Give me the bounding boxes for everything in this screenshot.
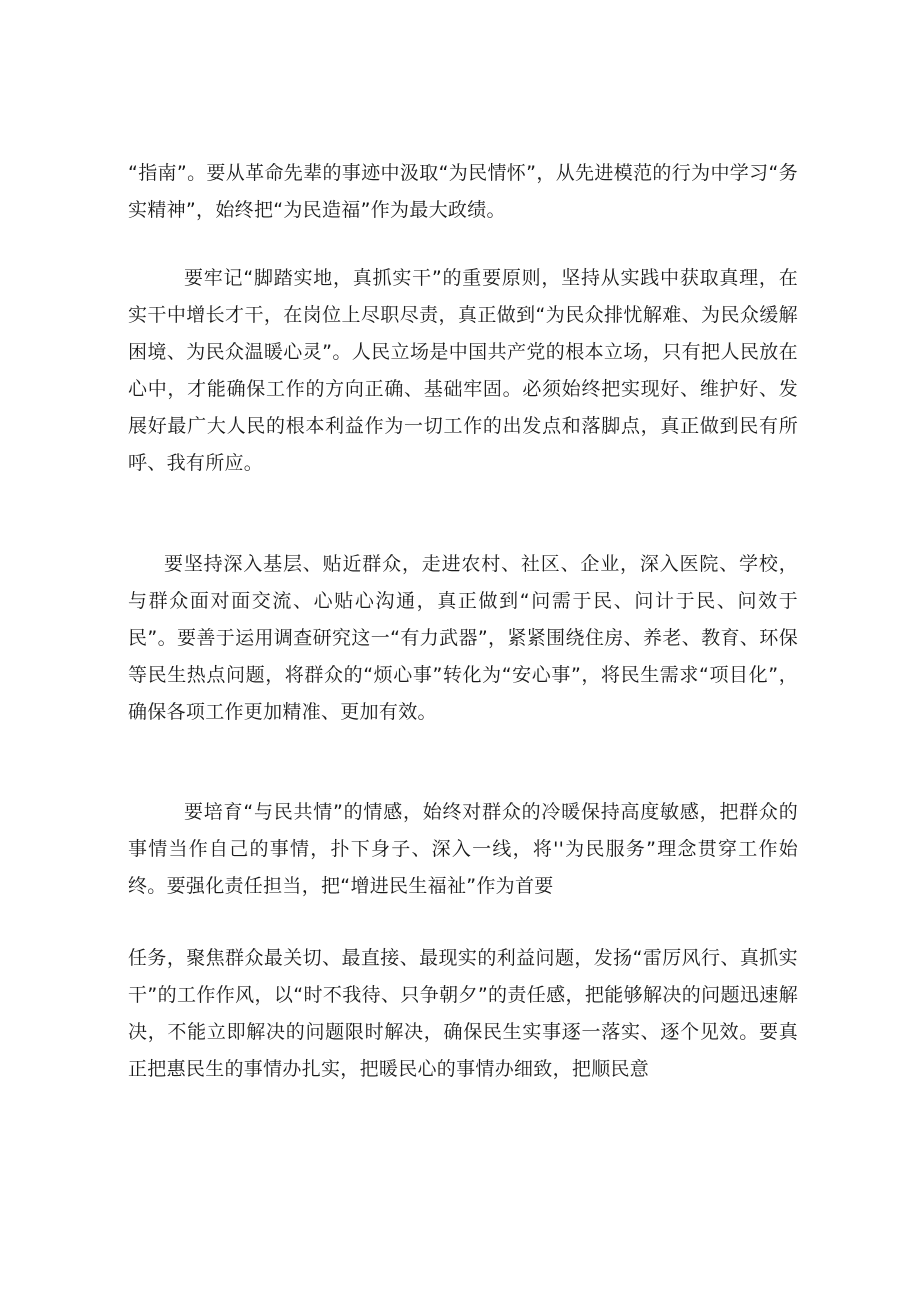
paragraph-4: 要培育“与民共情”的情感，始终对群众的冷暖保持高度敏感，把群众的事情当作自己的事情，扑下身子、深入一线，将''为民服务”理念贯穿工作始终。要强化责任担当，把“增进民生福祉”作为首要 [128,801,798,897]
paragraph-2: 要牢记“脚踏实地，真抓实干”的重要原则，坚持从实践中获取真理，在实干中增长才干，在岗位上尽职尽责，真正做到“为民众排忧解难、为民众缓解困境、为民众温暖心灵”。人民立场是中国共产党的根本立场，只有把人民放在心中，才能确保工作的方向正确、基础牢固。必须始终把实现好、维护好、发展好最广大人民的根本利益作为一切工作的出发点和落脚点，真正做到民有所呼、我有所应。 [128,267,798,474]
paragraph-1: “指南”。要从革命先辈的事迹中汲取“为民情怀”，从先进模范的行为中学习“务实精神”，始终把“为民造福”作为最大政绩。 [128,162,798,221]
paragraph-3: 要坚持深入基层、贴近群众，走进农村、社区、企业，深入医院、学校，与群众面对面交流、心贴心沟通，真正做到“问需于民、问计于民、问效于民”。要善于运用调查研究这一“有力武器”，紧紧围绕住房、养老、教育、环保等民生热点问题，将群众的“烦心事”转化为“安心事”，将民生需求“项目化”，确保各项工作更加精准、更加有效。 [128,553,798,723]
paragraph-5: 任务，聚焦群众最关切、最直接、最现实的利益问题，发扬“雷厉风行、真抓实干”的工作作风，以“时不我待、只争朝夕”的责任感，把能够解决的问题迅速解决，不能立即解决的问题限时解决，确保民生实事逐一落实、逐个见效。要真正把惠民生的事情办扎实，把暖民心的事情办细致，把顺民意 [128,947,798,1080]
